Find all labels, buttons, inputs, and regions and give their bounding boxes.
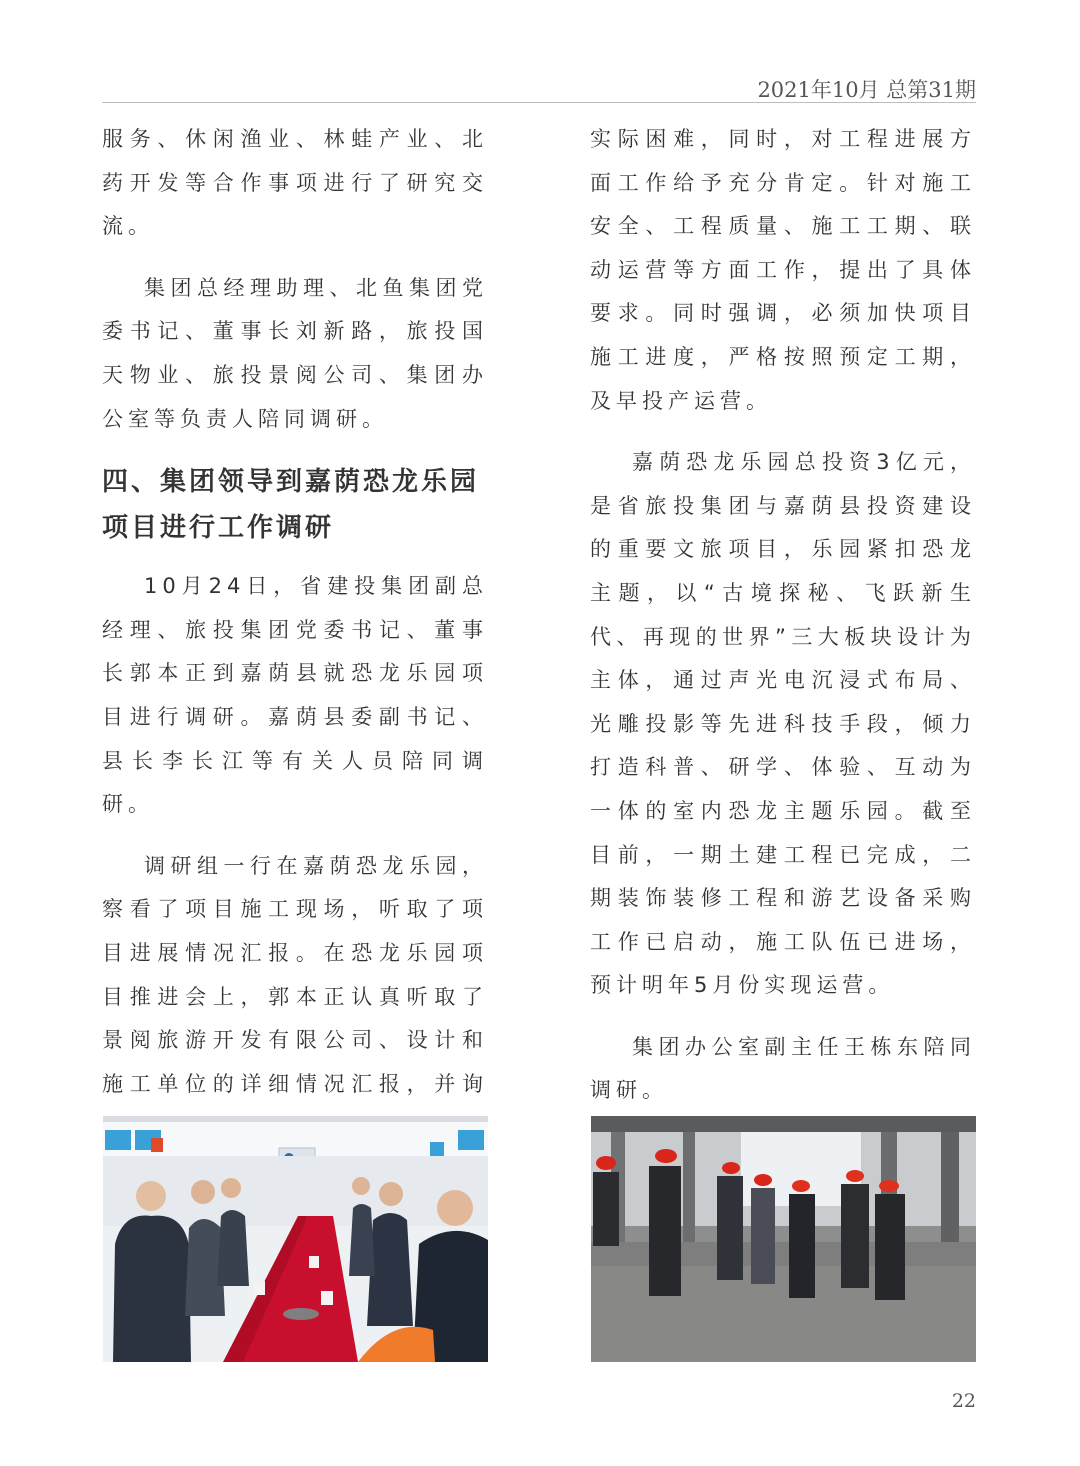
paragraph: 10月24日，省建投集团副总经理、旅投集团党委书记、董事长郭本正到嘉荫县就恐龙乐园项目进行调研。嘉荫县委副书记、县长李长江等有关人员陪同调研。 <box>102 574 488 817</box>
left-column <box>102 118 488 1168</box>
paragraph: 集团办公室副主任王栋东陪同调研。 <box>590 1034 976 1103</box>
meeting-photo <box>103 1116 488 1362</box>
meeting-photo-illustration <box>103 1116 488 1362</box>
paragraph: 实际困难，同时，对工程进展方面工作给予充分肯定。针对施工安全、工程质量、施工工期、联动运营等方面工作，提出了具体要求。同时强调，必须加快项目施工进度，严格按照预定工期，及早投产运营。 <box>590 127 976 413</box>
section-heading: 四、集团领导到嘉荫恐龙乐园项目进行工作调研 <box>102 467 480 544</box>
paragraph: 嘉荫恐龙乐园总投资3亿元，是省旅投集团与嘉荫县投资建设的重要文旅项目，乐园紧扣恐龙主题，以“古境探秘、飞跃新生代、再现的世界”三大板块设计为主体，通过声光电沉浸式布局、光雕投影等先进科技手段，倾力打造科普、研学、体验、互动为一体的室内恐龙主题乐园。截至目前，一期土建工程已完成，二期装饰装修工程和游艺设备采购工作已启动，施工队伍已进场，预计明年5月份实现运营。 <box>590 450 976 998</box>
right-column <box>590 118 976 1131</box>
paragraph: 服务、休闲渔业、林蛙产业、北药开发等合作事项进行了研究交流。 <box>102 127 488 239</box>
site-visit-photo-illustration <box>591 1116 976 1362</box>
page-number: 22 <box>951 1390 976 1412</box>
site-visit-photo <box>591 1116 976 1362</box>
paragraph: 调研组一行在嘉荫恐龙乐园，察看了项目施工现场，听取了项目进展情况汇报。在恐龙乐园项目推进会上，郭本正认真听取了景阅旅游开发有限公司、设计和施工单位的详细情况汇报，并询 <box>102 853 488 1096</box>
page-header <box>102 72 976 103</box>
issue-label: 2021年10月 总第31期 <box>757 78 976 102</box>
paragraph: 集团总经理助理、北鱼集团党委书记、董事长刘新路，旅投国天物业、旅投景阅公司、集团办公室等负责人陪同调研。 <box>102 275 488 431</box>
